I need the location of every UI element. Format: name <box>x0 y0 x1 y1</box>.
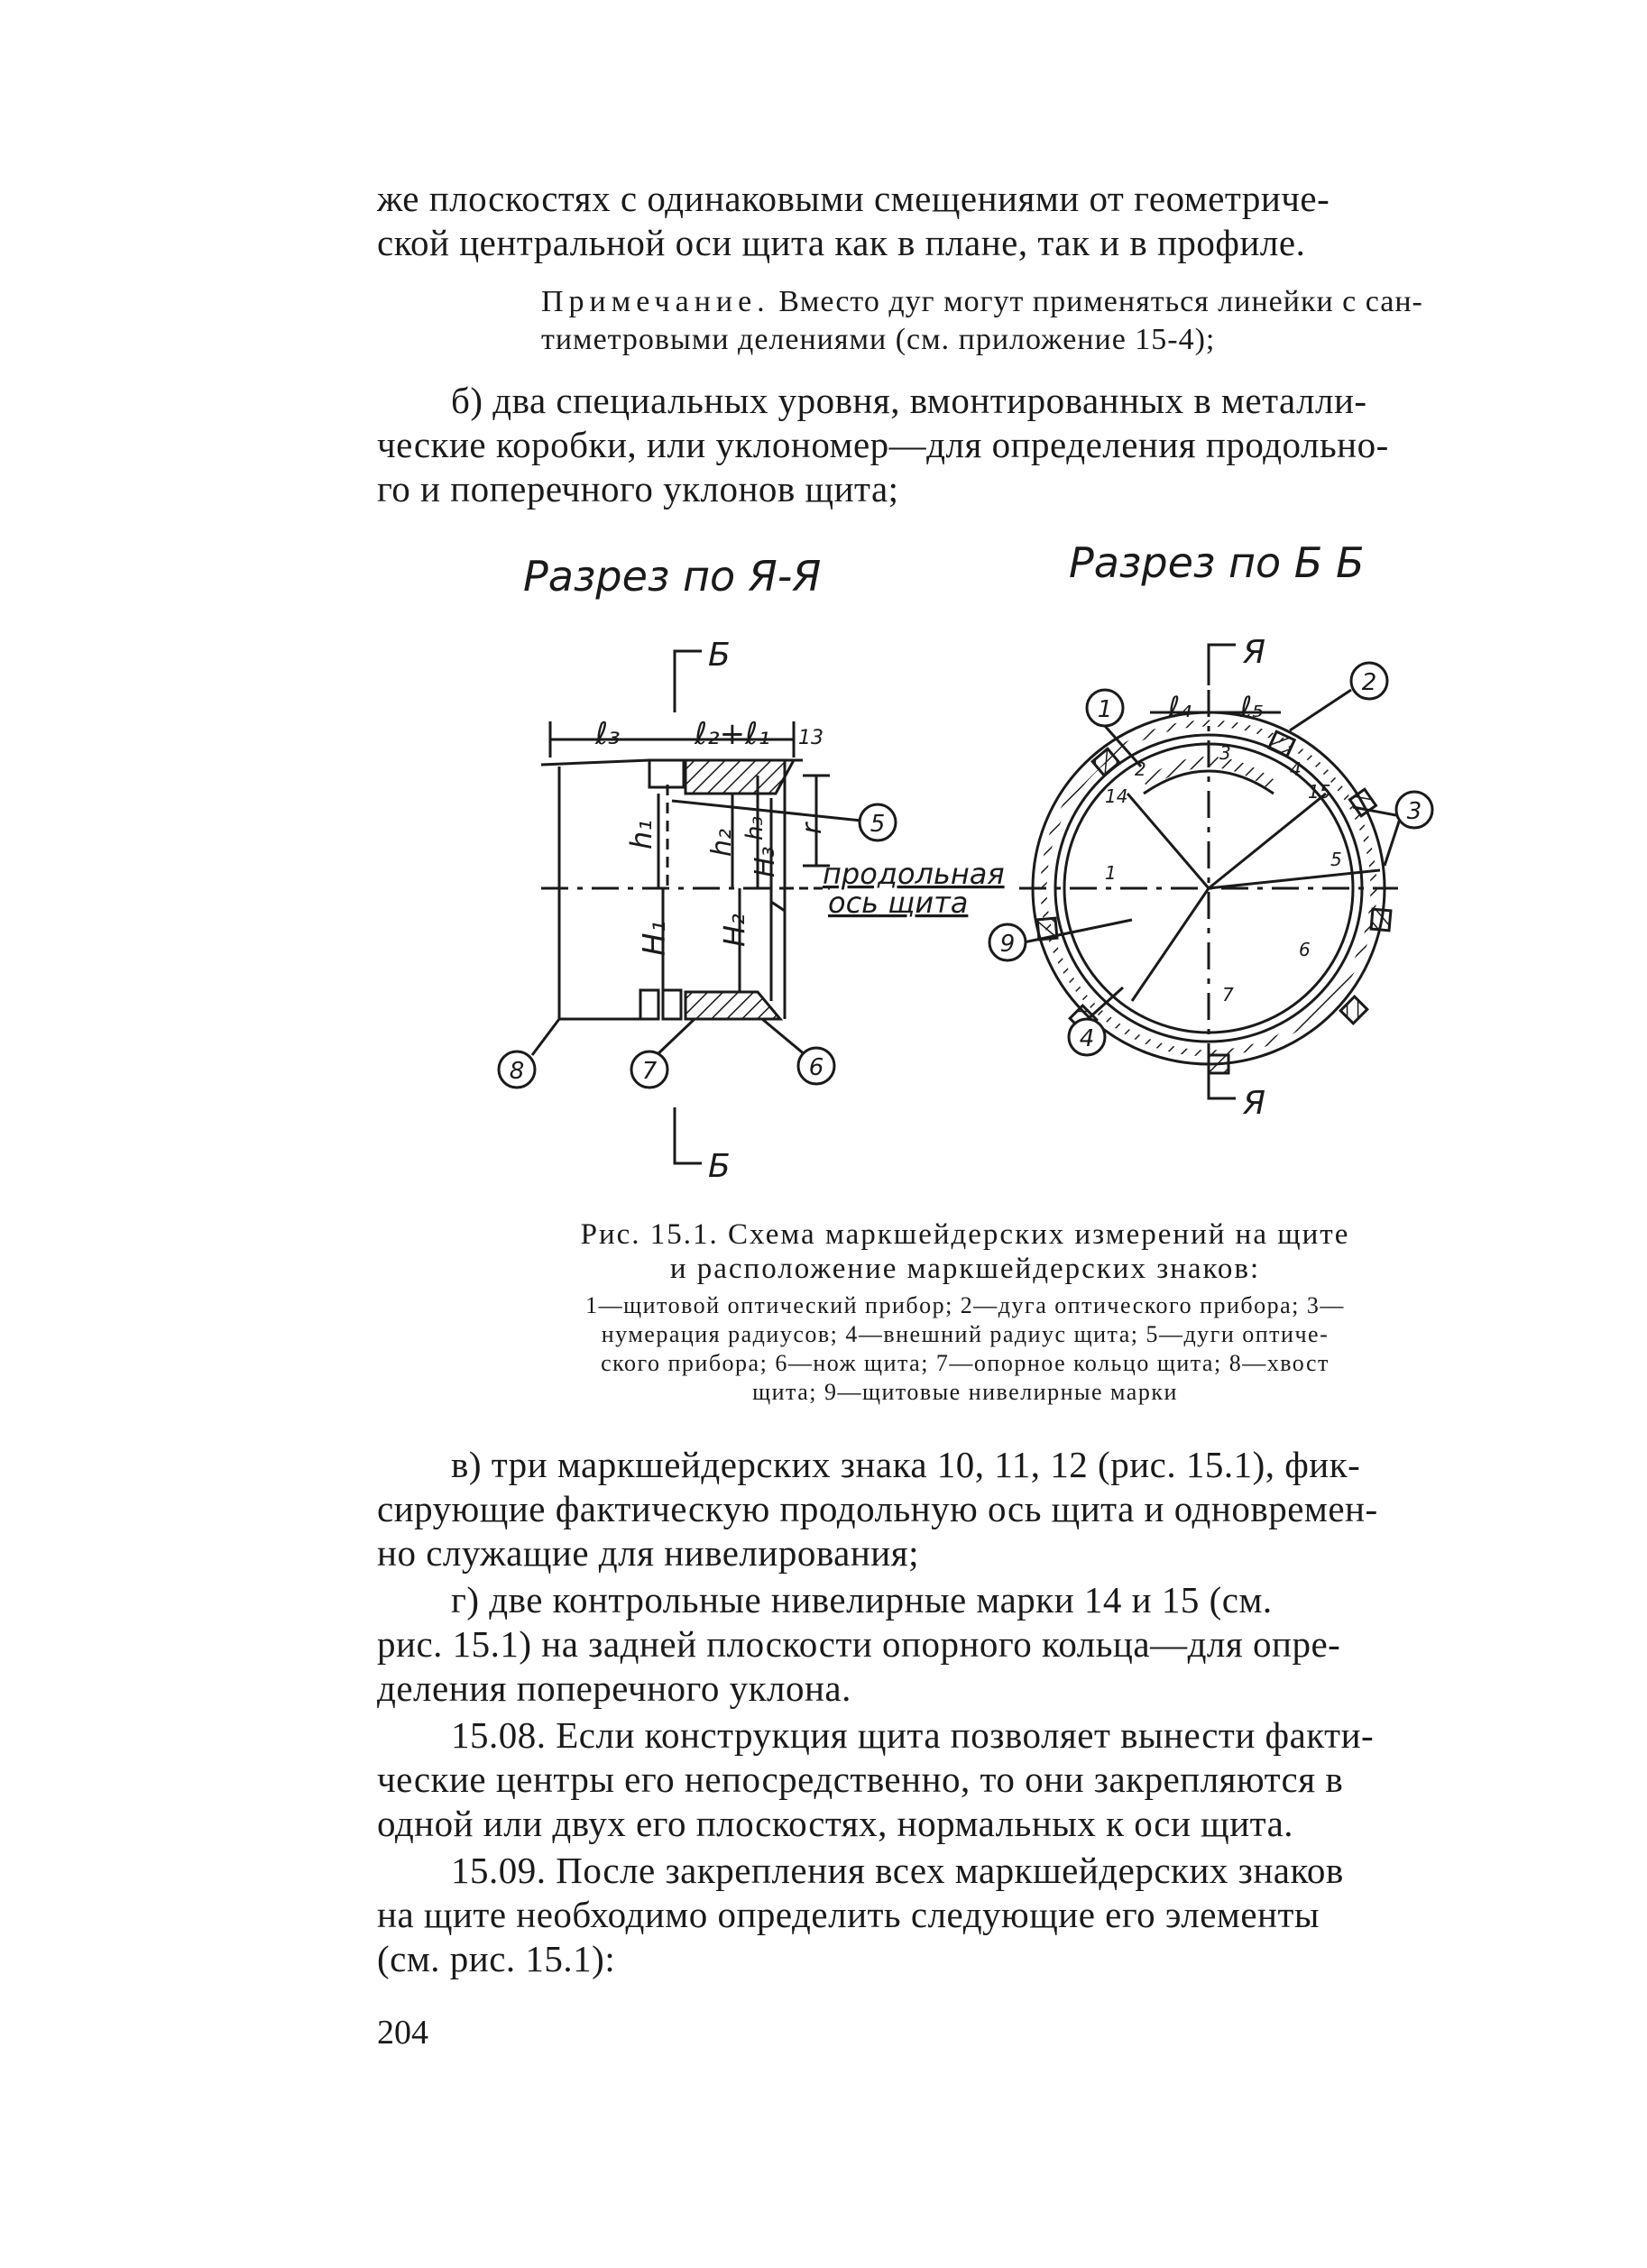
text-line: одной или двух его плоскостях, нормальных к оси щита. <box>377 1803 1294 1844</box>
callout-5: 5 <box>870 811 886 838</box>
text-line: ской центральной оси щита как в плане, так и в профиле. <box>377 222 1306 263</box>
text-line: же плоскостях с одинаковыми смещениями от геометриче- <box>377 178 1330 219</box>
note-line: тиметровыми делениями (см. приложение 15-4); <box>541 323 1216 356</box>
radius-number: 2 <box>1135 758 1146 780</box>
text-line: го и поперечного уклонов щита; <box>377 468 899 510</box>
callout-1: 1 <box>1097 696 1113 723</box>
radius-number: 3 <box>1219 742 1231 764</box>
radius-number: 15 <box>1308 781 1331 803</box>
text-line: деления поперечного уклона. <box>377 1667 851 1709</box>
text-line: сирующие фактическую продольную ось щита и одновремен- <box>377 1488 1378 1529</box>
text-line: г) две контрольные нивелирные марки 14 и 15 (см. <box>451 1579 1273 1621</box>
dim-h3: h₃ <box>741 816 768 840</box>
callout-3: 3 <box>1406 798 1422 825</box>
dim-H1: H₁ <box>637 920 673 956</box>
page-number: 204 <box>377 2014 428 2052</box>
note-label: Примечание. <box>541 285 770 318</box>
text-line: на щите необходимо определить следующие его элементы <box>377 1894 1320 1935</box>
callout-2: 2 <box>1361 669 1377 696</box>
text-line: рис. 15.1) на задней плоскости опорного кольца—для опре- <box>377 1623 1341 1665</box>
radius-number: 14 <box>1105 785 1128 807</box>
text-line: но служащие для нивелирования; <box>377 1532 919 1574</box>
section-label-ya-top: Я <box>1243 634 1266 671</box>
text-line: в) три маркшейдерских знака 10, 11, 12 (рис. 15.1), фик- <box>451 1444 1361 1485</box>
text-line: ческие центры его непосредственно, то они закрепляются в <box>377 1758 1344 1800</box>
dim-h2: h₂ <box>706 828 738 857</box>
legend-line: ского прибора; 6—нож щита; 7—опорное кольцо щита; 8—хвост <box>601 1350 1330 1376</box>
paragraph-15-09 <box>377 1849 1541 1981</box>
dim-13: 13 <box>798 727 824 749</box>
section-label-b-top: Б <box>708 637 731 674</box>
dim-l4: ℓ₄ <box>1168 690 1192 724</box>
radius-number: 5 <box>1330 849 1342 870</box>
axis-label-line2: ось щита <box>828 886 969 920</box>
callout-9: 9 <box>999 931 1016 958</box>
paragraph-15-08 <box>377 1713 1541 1846</box>
dim-l3: ℓ₃ <box>595 716 621 752</box>
text-line: 15.09. После закрепления всех маркшейдерских знаков <box>451 1850 1344 1891</box>
callout-6: 6 <box>808 1054 824 1081</box>
legend-line: нумерация радиусов; 4—внешний радиус щита; 5—дуги оптиче- <box>601 1321 1330 1347</box>
radius-number: 4 <box>1290 758 1302 780</box>
text-line: б) два специальных уровня, вмонтированных в металли- <box>451 380 1367 421</box>
axis-label-line1: продольная <box>823 857 1005 891</box>
callout-8: 8 <box>509 1058 525 1085</box>
dim-l5: ℓ₅ <box>1240 690 1265 724</box>
callout-4: 4 <box>1079 1025 1095 1052</box>
dim-H2: H₂ <box>717 914 751 947</box>
dim-h1: h₁ <box>624 819 658 849</box>
figure-title-left: Разрез по Я-Я <box>523 552 822 601</box>
radius-number: 6 <box>1299 939 1311 960</box>
dim-H3: H₃ <box>750 846 781 877</box>
figure-caption-legend <box>523 1291 1407 1407</box>
legend-line: щита; 9—щитовые нивелирные марки <box>752 1379 1178 1405</box>
paragraph-v <box>377 1443 1541 1575</box>
note-text: Вместо дуг могут применяться линейки с сан- <box>769 285 1423 318</box>
section-label-ya-bottom: Я <box>1243 1085 1266 1122</box>
paragraph-g <box>377 1578 1541 1711</box>
callout-7: 7 <box>641 1058 658 1085</box>
radius-number: 1 <box>1105 862 1117 884</box>
caption-line: и расположение маркшейдерских знаков: <box>669 1253 1261 1285</box>
figure-title-right: Разрез по Б Б <box>1069 538 1365 587</box>
legend-line: 1—щитовой оптический прибор; 2—дуга оптического прибора; 3— <box>585 1292 1345 1318</box>
text-line: ческие коробки, или уклономер—для определения продольно- <box>377 424 1389 465</box>
caption-line: Рис. 15.1. Схема маркшейдерских измерений на щите <box>580 1218 1350 1251</box>
section-label-b-bottom: Б <box>708 1148 731 1185</box>
figure-caption-title <box>523 1217 1407 1286</box>
radius-number: 7 <box>1222 984 1234 1005</box>
dim-l2-l1: ℓ₂+ℓ₁ <box>695 716 770 752</box>
text-line: 15.08. Если конструкция щита позволяет вынести факти- <box>451 1714 1375 1756</box>
text-line: (см. рис. 15.1): <box>377 1938 616 1979</box>
dim-r: r <box>796 822 828 834</box>
